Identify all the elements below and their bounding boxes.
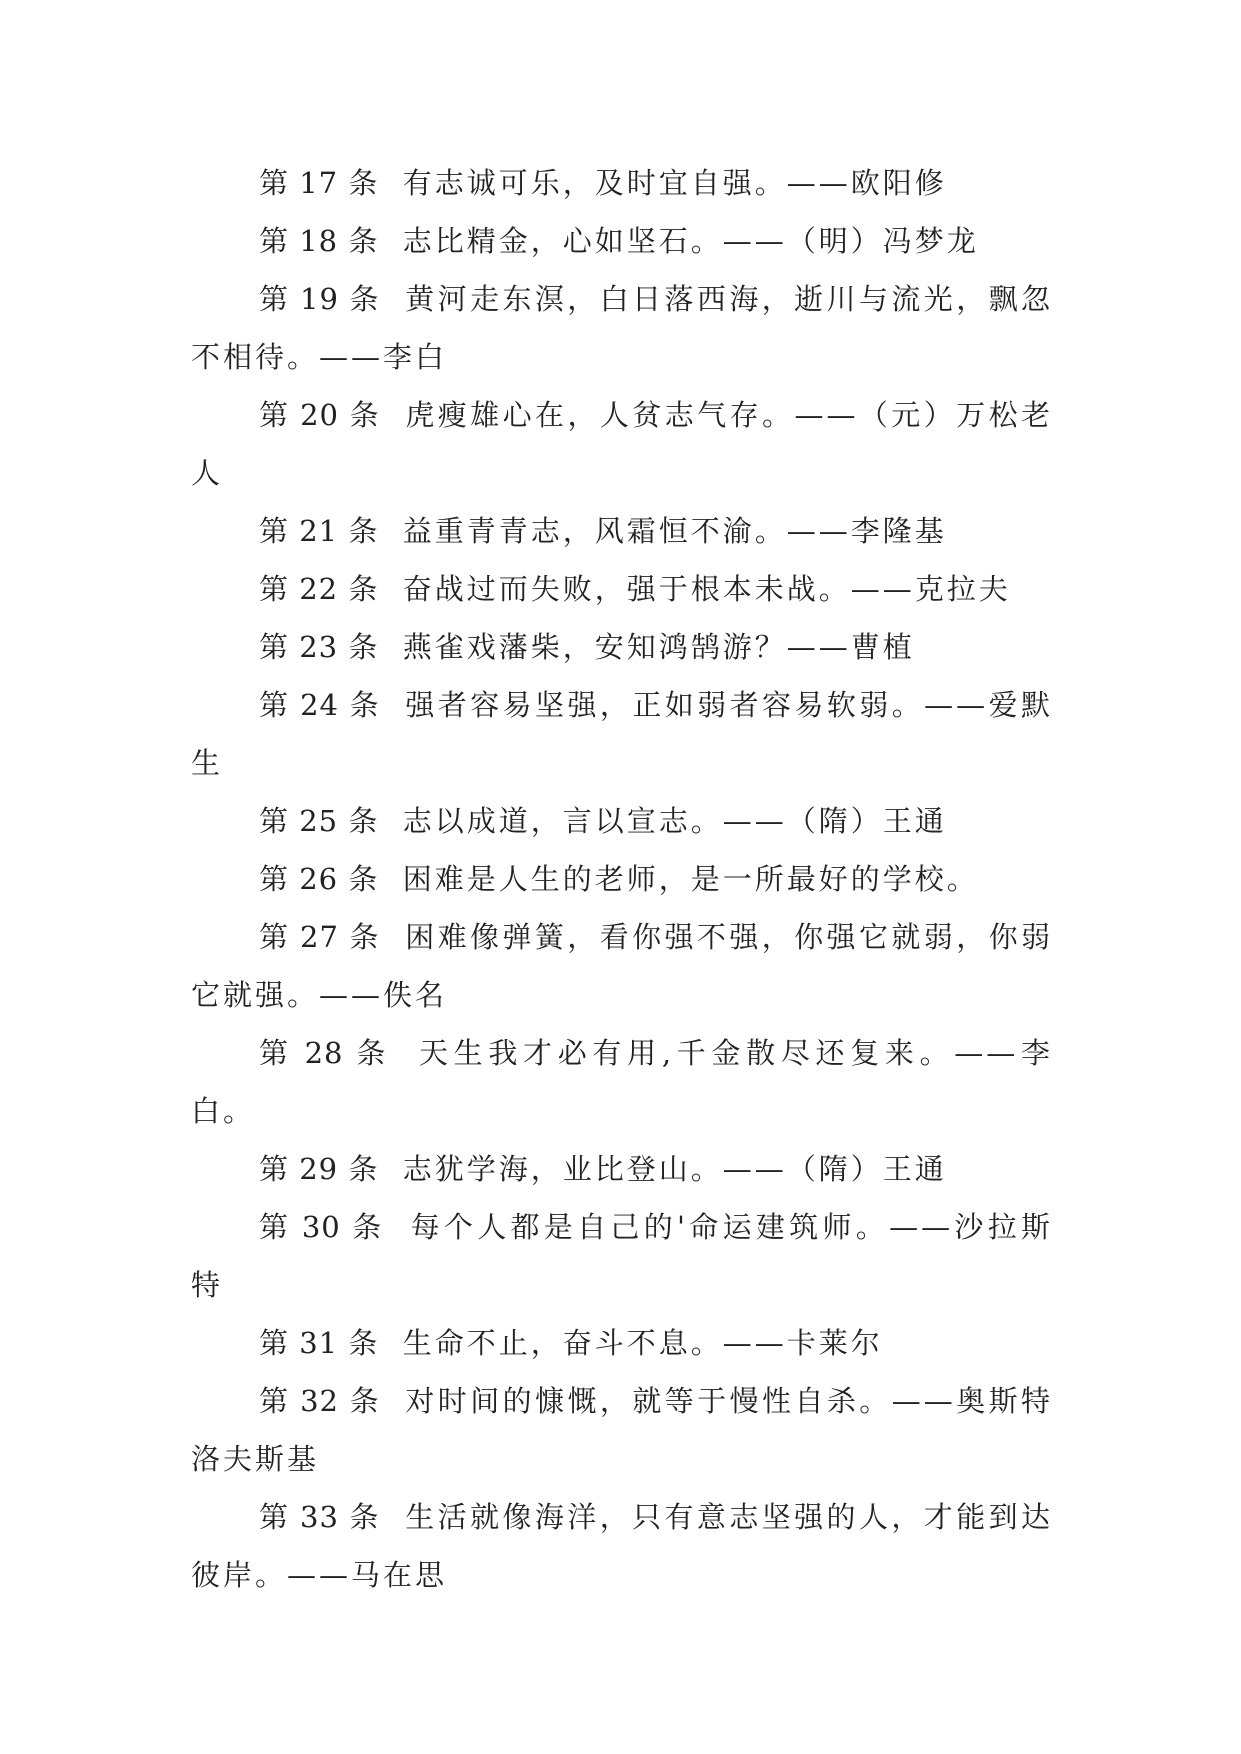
quote-item bbox=[191, 560, 1053, 618]
quote-text: 黄河走东溟，白日落西海，逝川与流光，飘忽不相待。——李白 bbox=[191, 282, 1054, 374]
quote-text: 志以成道，言以宣志。——（隋）王通 bbox=[402, 804, 947, 838]
quote-item bbox=[191, 1372, 1053, 1488]
quote-text: 对时间的慷慨，就等于慢性自杀。——奥斯特洛夫斯基 bbox=[191, 1384, 1053, 1476]
quote-item bbox=[191, 792, 1053, 850]
quote-number: 第 30 条 bbox=[259, 1210, 384, 1244]
quote-number: 第 33 条 bbox=[259, 1500, 380, 1534]
quote-item bbox=[191, 1024, 1053, 1140]
quote-text: 强者容易坚强，正如弱者容易软弱。——爱默生 bbox=[191, 688, 1053, 780]
quote-list bbox=[191, 154, 1053, 1604]
quote-number: 第 28 条 bbox=[259, 1036, 390, 1070]
quote-item bbox=[191, 212, 1053, 270]
quote-number: 第 23 条 bbox=[259, 630, 379, 664]
quote-number: 第 32 条 bbox=[259, 1384, 381, 1418]
quote-item bbox=[191, 502, 1053, 560]
quote-text: 志比精金，心如坚石。——（明）冯梦龙 bbox=[402, 224, 979, 258]
quote-item bbox=[191, 270, 1053, 386]
quote-text: 奋战过而失败，强于根本未战。——克拉夫 bbox=[402, 572, 1011, 606]
quote-text: 燕雀戏藩柴，安知鸿鹄游？——曹植 bbox=[402, 630, 915, 664]
quote-item bbox=[191, 1488, 1053, 1604]
quote-number: 第 27 条 bbox=[259, 920, 380, 954]
quote-item bbox=[191, 154, 1053, 212]
quote-number: 第 18 条 bbox=[259, 224, 379, 258]
quote-item bbox=[191, 1140, 1053, 1198]
quote-number: 第 22 条 bbox=[259, 572, 379, 606]
quote-text: 生命不止，奋斗不息。——卡莱尔 bbox=[402, 1326, 883, 1360]
quote-number: 第 20 条 bbox=[259, 398, 381, 432]
quote-text: 生活就像海洋，只有意志坚强的人，才能到达彼岸。——马在思 bbox=[191, 1500, 1054, 1592]
quote-number: 第 24 条 bbox=[259, 688, 381, 722]
quote-text: 每个人都是自己的'命运建筑师。——沙拉斯特 bbox=[191, 1210, 1053, 1302]
quote-item bbox=[191, 676, 1053, 792]
quote-text: 有志诚可乐，及时宜自强。——欧阳修 bbox=[402, 166, 947, 200]
quote-text: 天生我才必有用,千金散尽还复来。——李白。 bbox=[191, 1036, 1053, 1128]
quote-text: 困难像弹簧，看你强不强，你强它就弱，你弱它就强。——佚名 bbox=[191, 920, 1054, 1012]
quote-text: 志犹学海，业比登山。——（隋）王通 bbox=[402, 1152, 947, 1186]
quote-number: 第 25 条 bbox=[259, 804, 379, 838]
quote-number: 第 26 条 bbox=[259, 862, 379, 896]
quote-number: 第 21 条 bbox=[259, 514, 379, 548]
quote-item bbox=[191, 850, 1053, 908]
quote-item bbox=[191, 1198, 1053, 1314]
quote-number: 第 31 条 bbox=[259, 1326, 379, 1360]
quote-number: 第 29 条 bbox=[259, 1152, 379, 1186]
quote-item bbox=[191, 618, 1053, 676]
quote-text: 困难是人生的老师，是一所最好的学校。 bbox=[402, 862, 979, 896]
quote-number: 第 17 条 bbox=[259, 166, 379, 200]
quote-item bbox=[191, 908, 1053, 1024]
quote-text: 益重青青志，风霜恒不渝。——李隆基 bbox=[402, 514, 947, 548]
quote-text: 虎瘦雄心在，人贫志气存。——（元）万松老人 bbox=[191, 398, 1053, 490]
quote-item bbox=[191, 1314, 1053, 1372]
quote-item bbox=[191, 386, 1053, 502]
quote-number: 第 19 条 bbox=[259, 282, 380, 316]
